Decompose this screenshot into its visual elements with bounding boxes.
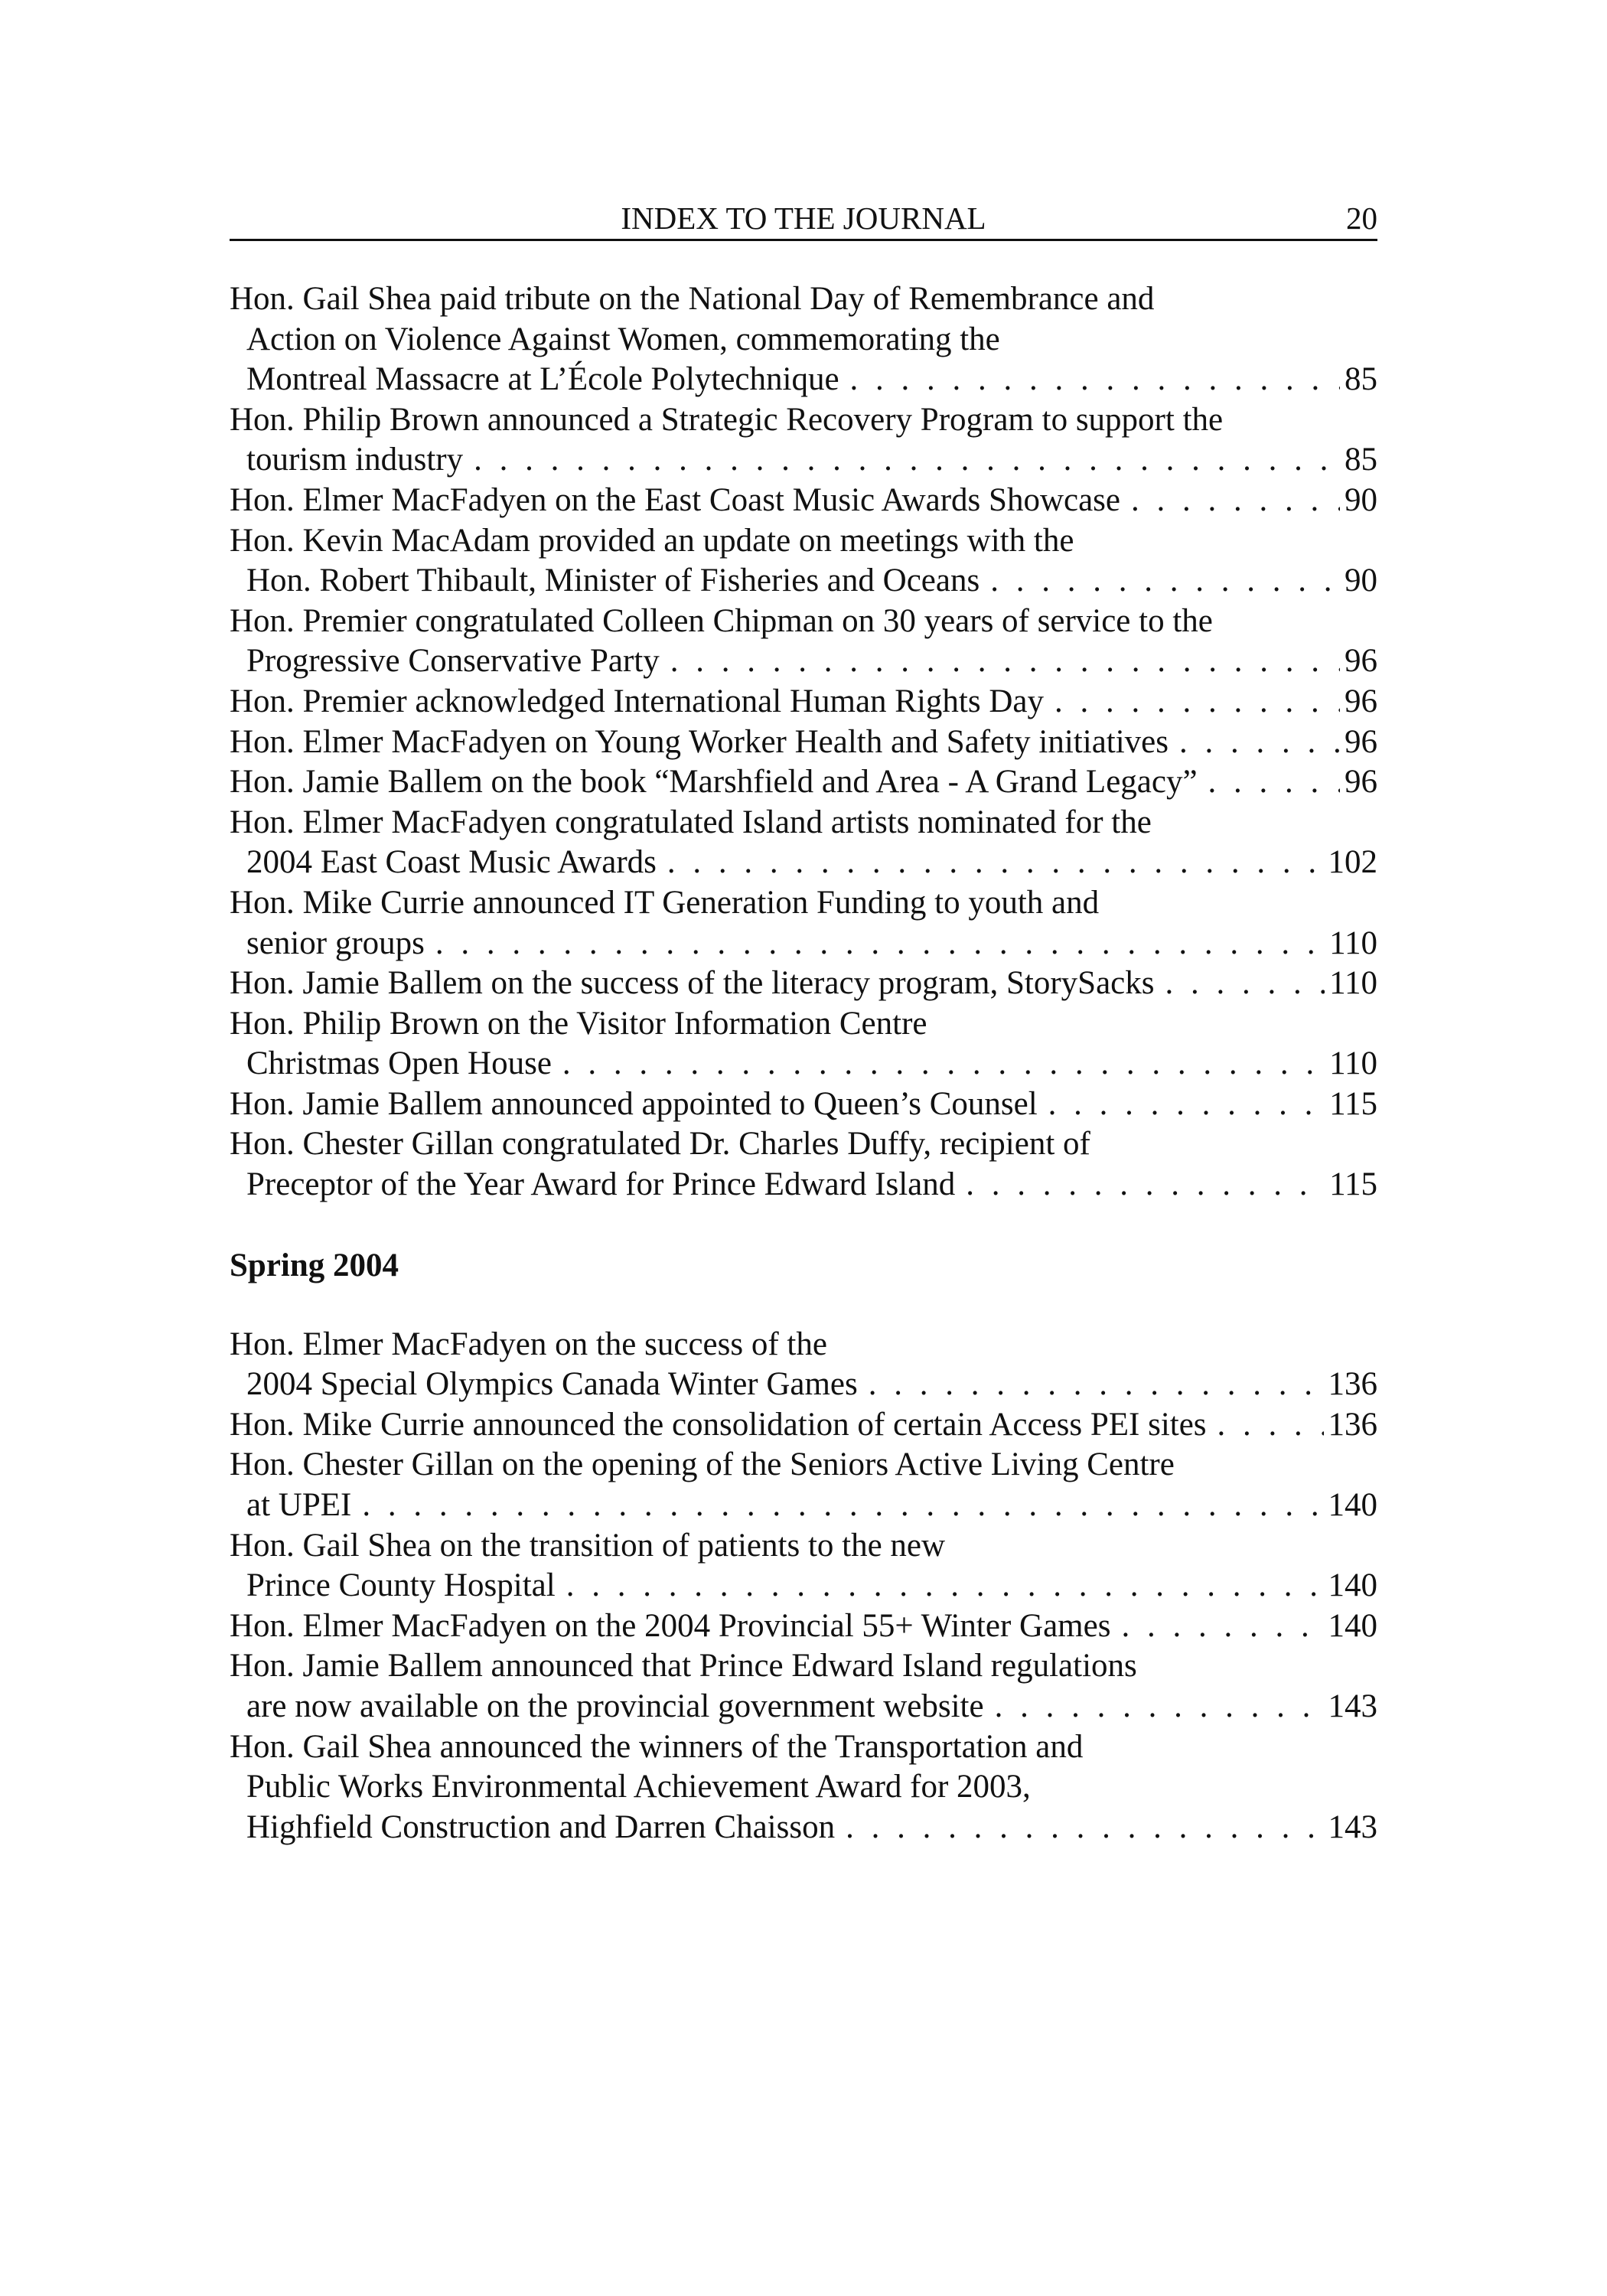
dot-leader [1054,682,1340,722]
entry-line [230,1124,1377,1165]
dot-leader [1165,964,1325,1004]
entry-text: Hon. Elmer MacFadyen congratulated Island artists nominated for the [230,804,1152,840]
index-entry [230,1004,1377,1084]
entry-text: Hon. Jamie Ballem on the book “Marshfield and Area - A Grand Legacy” [230,764,1198,801]
entry-line [230,1325,1377,1365]
dot-leader [474,440,1340,481]
page-reference: 96 [1345,683,1377,719]
dot-leader [1217,1405,1324,1446]
entry-text: Hon. Mike Currie announced IT Generation Funding to youth and [230,884,1100,921]
entry-line [230,1445,1377,1486]
index-entry [230,803,1377,883]
page-reference: 90 [1345,481,1377,518]
dot-leader [566,1566,1324,1606]
entry-line [230,1606,1377,1647]
entry-text: Hon. Chester Gillan on the opening of the Seniors Active Living Centre [230,1446,1175,1483]
index-body [230,279,1377,1848]
index-section [230,279,1377,1205]
entry-text: Hon. Elmer MacFadyen on Young Worker Health and Safety initiatives [230,723,1169,760]
index-page [230,197,1377,1848]
entry-text: Hon. Gail Shea paid tribute on the National Day of Remembrance and [230,281,1155,317]
entry-text: Progressive Conservative Party [246,643,660,680]
dot-leader [670,641,1340,682]
dot-leader [562,1044,1325,1084]
index-entry [230,1646,1377,1727]
index-entry [230,279,1377,400]
page-number: 20 [1346,201,1377,236]
entry-text: Prince County Hospital [246,1567,556,1604]
running-header [230,197,1377,241]
entry-line [230,924,1377,964]
index-entry [230,1124,1377,1205]
page-reference: 110 [1329,1045,1377,1082]
entry-line [230,883,1377,924]
entry-line [230,561,1377,602]
page-reference: 115 [1329,1166,1377,1203]
dot-leader [846,1808,1323,1848]
entry-text: Public Works Environmental Achievement Award for 2003, [246,1769,1031,1805]
index-entry [230,883,1377,964]
entry-text: are now available on the provincial government website [246,1688,984,1724]
index-entry [230,1084,1377,1125]
entry-line [230,1808,1377,1848]
page-reference: 136 [1328,1366,1377,1403]
entry-text: Hon. Premier congratulated Colleen Chipman on 30 years of service to the [230,602,1213,639]
entry-text: Hon. Gail Shea announced the winners of the Transportation and [230,1728,1084,1765]
dot-leader [869,1365,1324,1405]
index-entry [230,762,1377,803]
entry-line [230,843,1377,883]
dot-leader [1048,1084,1325,1125]
entry-line [230,481,1377,521]
entry-line [230,1004,1377,1045]
entry-line [230,1687,1377,1727]
index-entry [230,602,1377,682]
entry-line [230,1526,1377,1567]
page-reference: 140 [1328,1487,1377,1524]
dot-leader [1131,481,1340,521]
entry-text: 2004 East Coast Music Awards [246,844,657,881]
index-entry [230,682,1377,722]
entry-text: Highfield Construction and Darren Chaisson [246,1808,836,1845]
page-reference: 136 [1328,1406,1377,1443]
entry-text: Hon. Elmer MacFadyen on the success of the [230,1326,827,1362]
entry-line [230,803,1377,843]
entry-line [230,1165,1377,1205]
page-reference: 110 [1329,925,1377,961]
entry-line [230,1727,1377,1768]
index-entry [230,1405,1377,1446]
entry-text: Hon. Robert Thibault, Minister of Fisheries and Oceans [246,563,980,599]
dot-leader [1121,1606,1323,1647]
entry-line [230,440,1377,481]
entry-text: Preceptor of the Year Award for Prince Edward Island [246,1166,956,1203]
page-reference: 140 [1328,1607,1377,1644]
dot-leader [1179,722,1340,763]
entry-text: Hon. Premier acknowledged International Human Rights Day [230,683,1044,719]
entry-line [230,1566,1377,1606]
entry-text: Hon. Mike Currie announced the consolidation of certain Access PEI sites [230,1406,1207,1443]
dot-leader [850,360,1340,400]
index-entry [230,1606,1377,1647]
entry-line [230,1084,1377,1125]
dot-leader [667,843,1324,883]
index-entry [230,722,1377,763]
entry-text: Hon. Philip Brown on the Visitor Information Centre [230,1005,927,1042]
entry-text: Action on Violence Against Women, commemorating the [246,321,1000,357]
index-section [230,1245,1377,1848]
page-reference: 85 [1345,361,1377,398]
page-reference: 115 [1329,1085,1377,1122]
entry-text: Hon. Gail Shea on the transition of patients to the new [230,1527,946,1564]
page-reference: 90 [1345,563,1377,599]
entry-text: Montreal Massacre at L’École Polytechnique [246,361,839,398]
page-reference: 110 [1329,965,1377,1002]
entry-text: tourism industry [246,442,464,478]
entry-line [230,400,1377,441]
entry-text: 2004 Special Olympics Canada Winter Games [246,1366,858,1403]
entry-line [230,602,1377,642]
entry-line [230,1486,1377,1526]
dot-leader [362,1486,1323,1526]
page-reference: 96 [1345,643,1377,680]
index-entry [230,400,1377,481]
index-entry [230,964,1377,1004]
entry-text: Hon. Jamie Ballem announced appointed to Queen’s Counsel [230,1085,1038,1122]
index-entry [230,1445,1377,1525]
entry-text: Christmas Open House [246,1045,552,1082]
entry-line [230,1044,1377,1084]
entry-line [230,762,1377,803]
entry-text: Hon. Chester Gillan congratulated Dr. Charles Duffy, recipient of [230,1126,1090,1163]
entry-line [230,279,1377,320]
entry-line [230,320,1377,360]
page-reference: 85 [1345,442,1377,478]
page-reference: 96 [1345,764,1377,801]
running-title: INDEX TO THE JOURNAL [621,201,986,236]
entry-line [230,964,1377,1004]
dot-leader [1208,762,1340,803]
dot-leader [435,924,1325,964]
entry-line [230,521,1377,562]
section-heading: Spring 2004 [230,1247,399,1283]
entry-line [230,360,1377,400]
dot-leader [966,1165,1325,1205]
entry-line [230,682,1377,722]
entry-text: senior groups [246,925,425,961]
entry-text: at UPEI [246,1487,352,1524]
entry-text: Hon. Elmer MacFadyen on the East Coast Music Awards Showcase [230,481,1121,518]
entry-text: Hon. Jamie Ballem announced that Prince Edward Island regulations [230,1648,1137,1684]
page-reference: 96 [1345,723,1377,760]
index-entry [230,1526,1377,1606]
entry-line [230,1646,1377,1687]
page-reference: 140 [1328,1567,1377,1604]
index-entry [230,1727,1377,1848]
index-entry [230,1325,1377,1405]
entry-text: Hon. Jamie Ballem on the success of the literacy program, StorySacks [230,965,1155,1002]
entry-line [230,641,1377,682]
page-reference: 143 [1328,1688,1377,1724]
entry-text: Hon. Philip Brown announced a Strategic Recovery Program to support the [230,401,1224,438]
page-reference: 143 [1328,1808,1377,1845]
entry-text: Hon. Kevin MacAdam provided an update on meetings with the [230,522,1074,559]
dot-leader [995,1687,1324,1727]
index-entry [230,481,1377,521]
entry-line [230,1767,1377,1808]
entry-line [230,722,1377,763]
index-entry [230,521,1377,602]
dot-leader [990,561,1340,602]
page-reference: 102 [1328,844,1377,881]
entry-line [230,1405,1377,1446]
entry-text: Hon. Elmer MacFadyen on the 2004 Provincial 55+ Winter Games [230,1607,1111,1644]
entry-line [230,1365,1377,1405]
